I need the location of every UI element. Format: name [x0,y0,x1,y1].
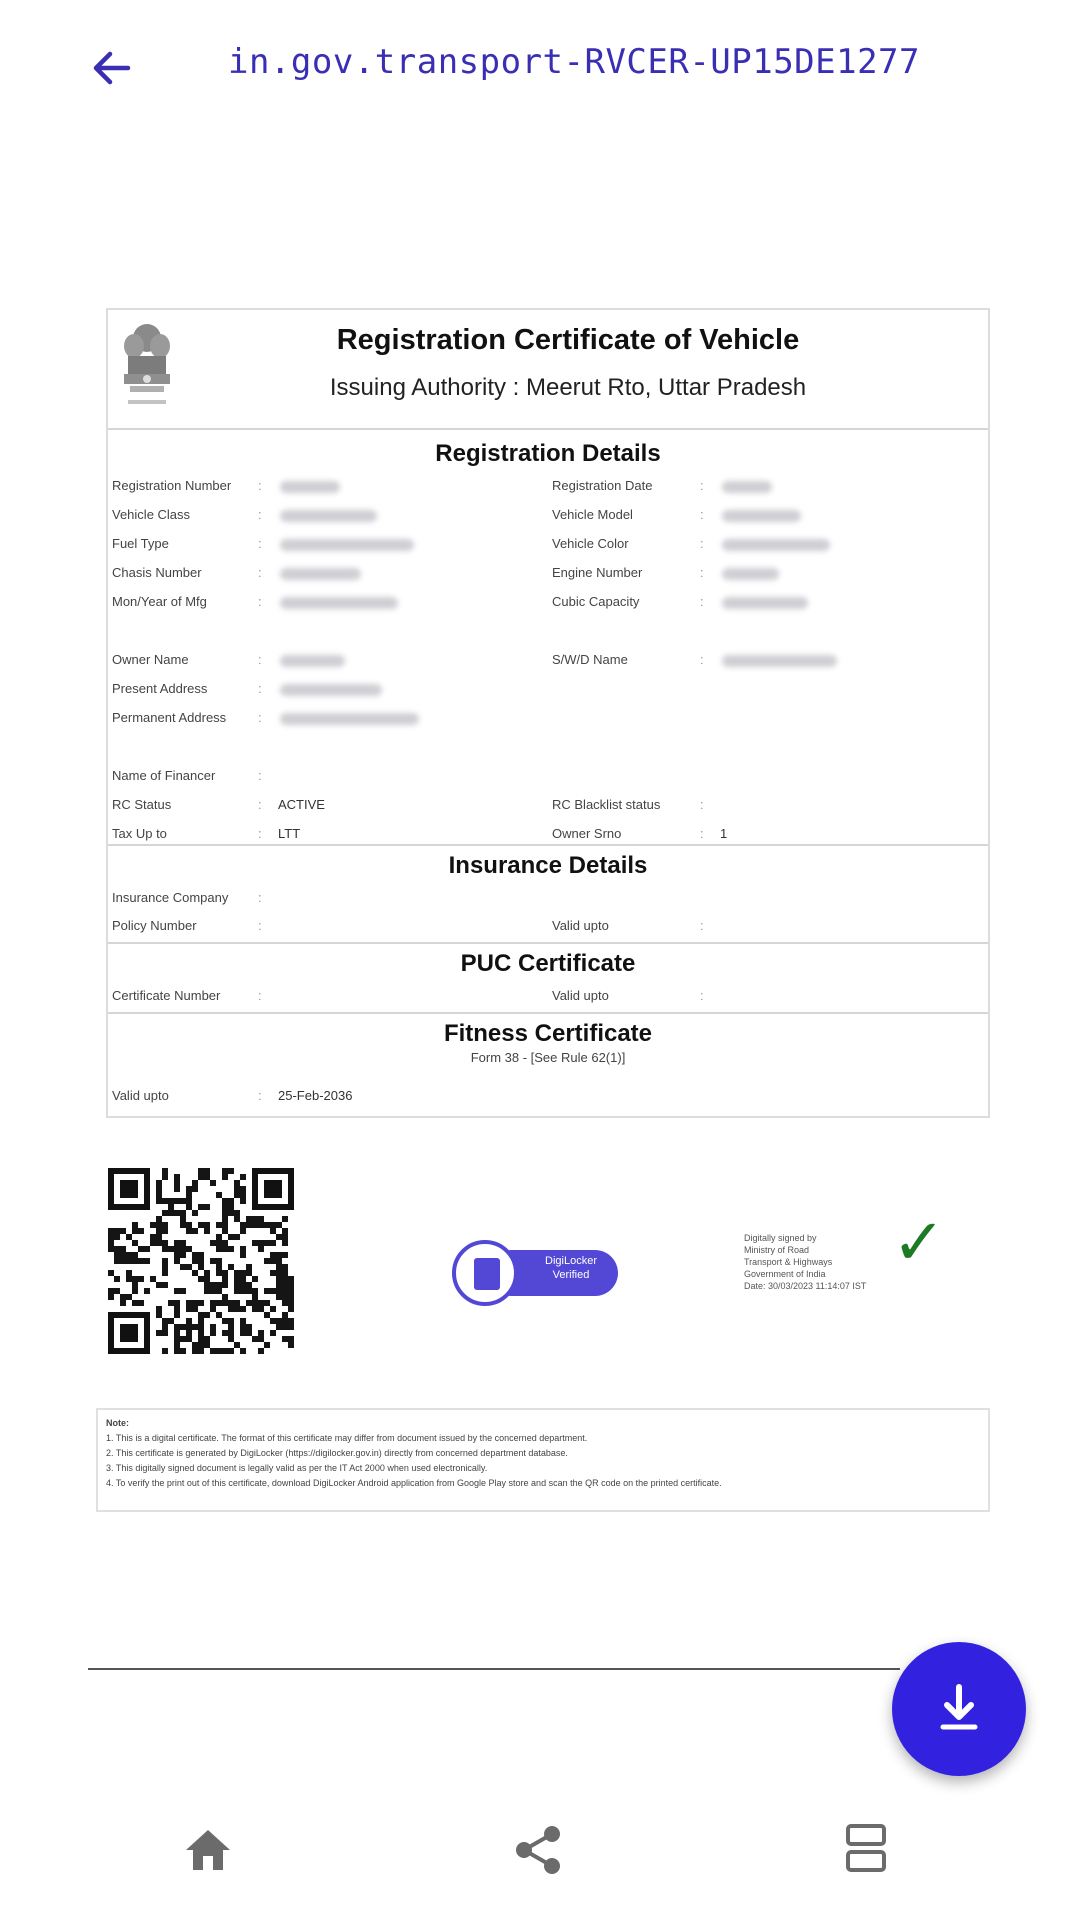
field-separator: : [700,478,704,493]
registration-section [108,430,988,846]
nav-layers[interactable] [836,1820,896,1880]
redacted-value [722,597,808,609]
field-label: Name of Financer [112,768,216,783]
field-label: Owner Srno [552,826,622,841]
detail-row [108,505,988,527]
detail-row [108,916,988,938]
field-label: Registration Date [552,478,653,493]
field-label: Tax Up to [112,826,167,841]
field-label: Valid upto [112,1088,169,1103]
field-label: S/W/D Name [552,652,628,667]
field-value: ACTIVE [278,797,325,812]
detail-row [108,824,988,846]
badge-line-1: DigiLocker [545,1255,597,1267]
redacted-value [280,481,340,493]
detail-row [108,708,988,730]
redacted-value [280,568,361,580]
redacted-value [722,655,837,667]
document-title: in.gov.transport-RVCER-UP15DE1277 [228,42,921,82]
field-separator: : [700,507,704,522]
redacted-value [280,684,382,696]
download-button[interactable] [892,1642,1026,1776]
field-separator: : [258,826,262,841]
badge-line-2: Verified [552,1269,590,1281]
redacted-value [280,539,414,551]
download-icon [929,1679,989,1739]
field-separator: : [700,988,704,1003]
digilocker-verified-badge[interactable] [452,1240,622,1306]
note-line: 3. This digitally signed document is legally valid as per the IT Act 2000 when used electronically. [106,1463,488,1473]
field-label: Vehicle Color [552,536,629,551]
note-line: 4. To verify the print out of this certificate, download DigiLocker Android application from Google Play store and scan the QR code on the printed certificate. [106,1478,722,1488]
redacted-value [280,597,398,609]
badge-label [528,1254,614,1282]
field-label: Cubic Capacity [552,594,640,609]
field-label: Valid upto [552,918,609,933]
redacted-value [722,510,801,522]
section-subheading: Form 38 - [See Rule 62(1)] [470,1050,626,1065]
field-separator: : [258,536,262,551]
detail-row [108,766,988,788]
field-label: Chasis Number [112,565,202,580]
field-separator: : [258,565,262,580]
field-separator: : [700,594,704,609]
redacted-value [280,713,419,725]
badge-circle [452,1240,518,1306]
field-value: LTT [278,826,301,841]
certificate-card [106,308,990,1118]
field-separator: : [258,768,262,783]
field-separator: : [258,988,262,1003]
field-label: Engine Number [552,565,643,580]
field-separator: : [258,797,262,812]
detail-row [108,888,988,910]
field-label: Registration Number [112,478,232,493]
field-label: Permanent Address [112,710,227,725]
detail-row [108,795,988,817]
certificate-header [108,310,988,430]
field-label: Present Address [112,681,208,696]
top-bar [0,0,1080,130]
detail-row [108,592,988,614]
field-separator: : [700,652,704,667]
field-separator: : [700,797,704,812]
field-separator: : [700,565,704,580]
detail-row [108,650,988,672]
field-value: 1 [720,826,728,841]
section-heading: Fitness Certificate [443,1020,653,1047]
signature-line: Date: 30/03/2023 11:14:07 IST [744,1281,867,1291]
note-line: 1. This is a digital certificate. The format of this certificate may differ from document issued by the concerned department. [106,1433,588,1443]
field-separator: : [258,507,262,522]
field-label: Mon/Year of Mfg [112,594,207,609]
field-separator: : [258,890,262,905]
share-icon [508,1820,568,1880]
fitness-section [108,1014,988,1116]
redacted-value [722,481,772,493]
signature-line: Ministry of Road [744,1245,810,1255]
detail-row [108,679,988,701]
field-separator: : [258,681,262,696]
field-separator: : [258,594,262,609]
puc-section [108,944,988,1014]
field-separator: : [700,826,704,841]
detail-row [108,476,988,498]
field-label: Valid upto [552,988,609,1003]
layers-icon [836,1820,896,1880]
detail-row [108,986,988,1008]
field-label: Policy Number [112,918,197,933]
note-line: 2. This certificate is generated by DigiLocker (https://digilocker.gov.in) directly from concerned department database. [106,1448,568,1458]
redacted-value [722,568,779,580]
field-value: 25-Feb-2036 [278,1088,353,1103]
signature-line: Government of India [744,1269,826,1279]
section-heading: Registration Details [435,440,661,467]
field-separator: : [258,1088,262,1103]
document-icon [474,1258,500,1290]
field-label: RC Blacklist status [552,797,661,812]
signature-line: Transport & Highways [744,1257,833,1267]
field-separator: : [258,918,262,933]
bottom-navigation [0,1820,1080,1900]
field-label: Owner Name [112,652,189,667]
certificate-title: Registration Certificate of Vehicle [336,324,800,356]
detail-row [108,1086,988,1108]
arrow-left-icon [84,40,140,96]
redacted-value [722,539,830,551]
redacted-value [280,655,345,667]
field-separator: : [258,710,262,725]
field-label: Vehicle Model [552,507,633,522]
field-label: Vehicle Class [112,507,191,522]
signature-line: Digitally signed by [744,1233,817,1243]
field-separator: : [700,918,704,933]
redacted-value [280,510,377,522]
field-label: RC Status [112,797,172,812]
field-separator: : [258,652,262,667]
home-icon [178,1820,238,1880]
nav-home[interactable] [178,1820,238,1880]
nav-share[interactable] [508,1820,568,1880]
detail-row [108,563,988,585]
field-label: Insurance Company [112,890,229,905]
field-separator: : [700,536,704,551]
checkmark-icon: ✓ [892,1206,946,1280]
qr-code [108,1168,294,1354]
divider [88,1668,900,1670]
section-heading: PUC Certificate [460,950,636,977]
detail-row [108,534,988,556]
note-box [96,1408,990,1512]
issuing-authority: Issuing Authority : Meerut Rto, Uttar Pradesh [329,374,807,401]
field-label: Fuel Type [112,536,169,551]
section-heading: Insurance Details [448,852,648,879]
back-button[interactable] [84,40,140,96]
digital-signature-text [744,1232,904,1292]
insurance-section [108,846,988,944]
field-separator: : [258,478,262,493]
note-heading: Note: [106,1418,129,1428]
field-label: Certificate Number [112,988,221,1003]
